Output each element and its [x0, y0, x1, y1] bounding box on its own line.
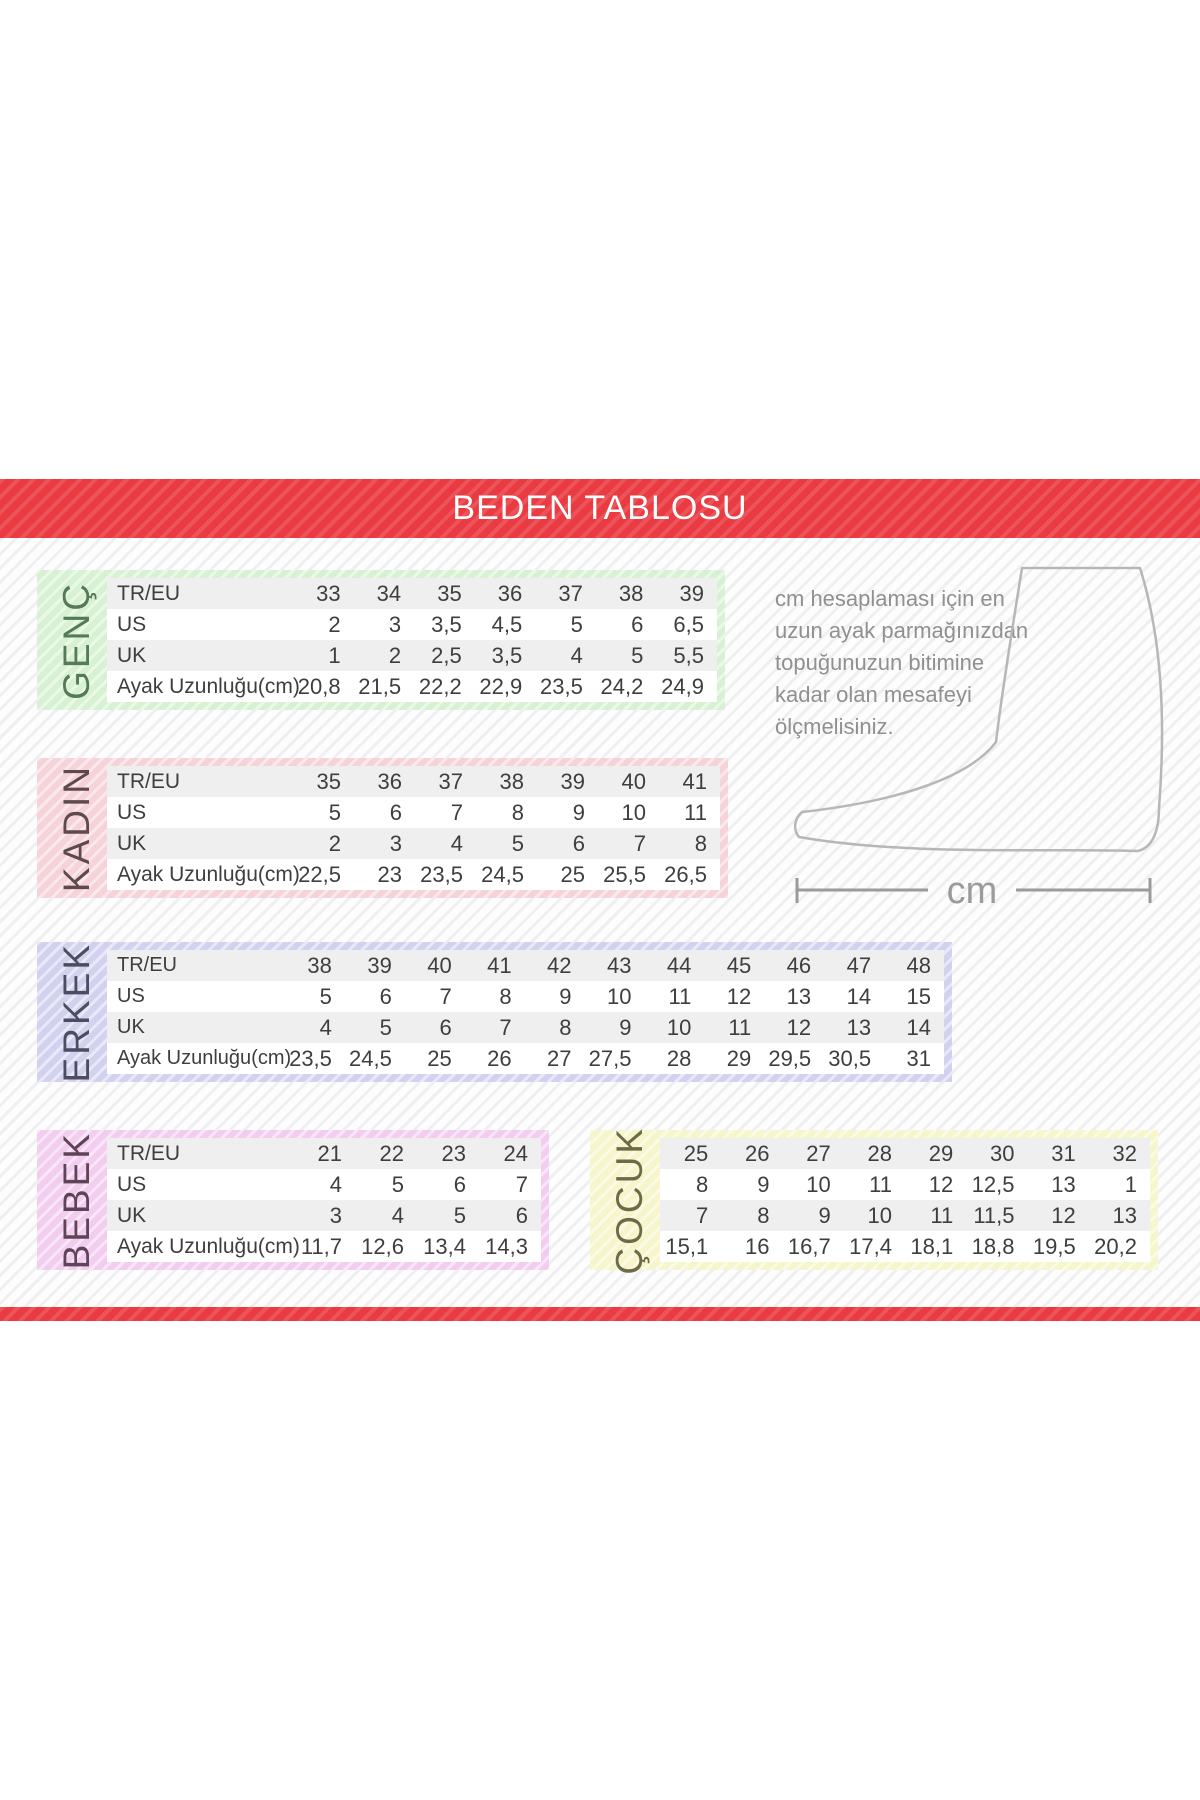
table-row — [107, 859, 720, 890]
size-value: 2,5 — [414, 640, 475, 671]
row-label: TR/EU — [107, 766, 293, 797]
size-value: 3,5 — [475, 640, 536, 671]
size-value: 10 — [585, 981, 645, 1012]
size-value: 20,8 — [293, 671, 354, 702]
table-row — [660, 1138, 1150, 1169]
size-value: 34 — [354, 578, 415, 609]
size-value: 16,7 — [783, 1231, 844, 1262]
row-label: US — [107, 981, 285, 1012]
table-row — [107, 766, 720, 797]
table-row — [107, 797, 720, 828]
size-value: 10 — [844, 1200, 905, 1231]
size-value: 21,5 — [354, 671, 415, 702]
size-value: 6 — [479, 1200, 541, 1231]
size-value: 25,5 — [598, 859, 659, 890]
size-value: 3 — [354, 609, 415, 640]
size-value: 4 — [535, 640, 596, 671]
row-label: TR/EU — [107, 950, 285, 981]
size-value: 18,1 — [905, 1231, 966, 1262]
size-value: 2 — [293, 828, 354, 859]
note-line: topuğunuzun bitimine — [775, 650, 985, 675]
size-value: 32 — [1089, 1138, 1150, 1169]
size-value: 9 — [537, 797, 598, 828]
size-value: 22,9 — [475, 671, 536, 702]
size-value: 5 — [476, 828, 537, 859]
size-value: 11 — [704, 1012, 764, 1043]
size-value: 12 — [905, 1169, 966, 1200]
row-label: UK — [107, 1012, 285, 1043]
size-value: 4,5 — [475, 609, 536, 640]
note-line: kadar olan mesafeyi — [775, 682, 972, 707]
size-value: 5 — [285, 981, 345, 1012]
size-value: 12,6 — [355, 1231, 417, 1262]
size-value: 28 — [844, 1138, 905, 1169]
size-value: 13 — [764, 981, 824, 1012]
size-value: 7 — [660, 1200, 721, 1231]
size-value: 11 — [905, 1200, 966, 1231]
size-value: 38 — [285, 950, 345, 981]
size-value: 27 — [783, 1138, 844, 1169]
size-value: 19,5 — [1028, 1231, 1089, 1262]
foot-illustration — [788, 556, 1173, 906]
size-value: 44 — [644, 950, 704, 981]
size-value: 3 — [293, 1200, 355, 1231]
size-value: 21 — [293, 1138, 355, 1169]
size-value: 5 — [417, 1200, 479, 1231]
row-label: US — [107, 609, 293, 640]
size-value: 8 — [465, 981, 525, 1012]
size-value: 13 — [1028, 1169, 1089, 1200]
table-row — [107, 950, 944, 981]
size-value: 45 — [704, 950, 764, 981]
size-value: 37 — [535, 578, 596, 609]
size-value: 7 — [465, 1012, 525, 1043]
table-genc — [37, 570, 725, 710]
size-value: 8 — [476, 797, 537, 828]
size-value: 40 — [598, 766, 659, 797]
size-value: 10 — [783, 1169, 844, 1200]
size-value: 23 — [354, 859, 415, 890]
size-value: 18,8 — [966, 1231, 1027, 1262]
size-value: 29,5 — [764, 1043, 824, 1074]
footer-red-stripe — [0, 1307, 1200, 1321]
table-row — [107, 609, 717, 640]
size-value: 30 — [966, 1138, 1027, 1169]
size-value: 9 — [525, 981, 585, 1012]
size-value: 5 — [535, 609, 596, 640]
table-row — [107, 671, 717, 702]
table-bebek-side-label: BEBEK — [55, 1130, 97, 1270]
size-value: 11,7 — [293, 1231, 355, 1262]
size-value: 10 — [644, 1012, 704, 1043]
table-cocuk-grid — [660, 1138, 1150, 1262]
size-value: 38 — [476, 766, 537, 797]
size-value: 6,5 — [656, 609, 717, 640]
size-value: 3,5 — [414, 609, 475, 640]
size-value: 23,5 — [415, 859, 476, 890]
size-value: 37 — [415, 766, 476, 797]
size-value: 28 — [644, 1043, 704, 1074]
row-label: Ayak Uzunluğu(cm) — [107, 1231, 293, 1262]
table-bebek-grid — [107, 1138, 541, 1262]
size-value: 48 — [884, 950, 944, 981]
size-value: 5 — [293, 797, 354, 828]
size-value: 8 — [660, 1169, 721, 1200]
size-value: 7 — [598, 828, 659, 859]
size-value: 43 — [585, 950, 645, 981]
table-kadin — [37, 758, 728, 898]
foot-outline-icon — [788, 556, 1173, 906]
size-value: 25 — [537, 859, 598, 890]
table-row — [107, 1138, 541, 1169]
size-value: 39 — [656, 578, 717, 609]
size-value: 23 — [417, 1138, 479, 1169]
size-value: 1 — [1089, 1169, 1150, 1200]
size-value: 2 — [293, 609, 354, 640]
size-value: 11 — [659, 797, 720, 828]
size-value: 14 — [884, 1012, 944, 1043]
table-kadin-grid — [107, 766, 720, 890]
size-value: 24 — [479, 1138, 541, 1169]
note-line: ölçmelisiniz. — [775, 714, 894, 739]
size-value: 13 — [1089, 1200, 1150, 1231]
row-label: Ayak Uzunluğu(cm) — [107, 859, 293, 890]
size-value: 31 — [1028, 1138, 1089, 1169]
size-value: 6 — [417, 1169, 479, 1200]
table-kadin-side-label: KADIN — [55, 763, 97, 893]
size-value: 23,5 — [535, 671, 596, 702]
size-value: 12 — [1028, 1200, 1089, 1231]
size-value: 13 — [824, 1012, 884, 1043]
size-value: 5 — [345, 1012, 405, 1043]
size-value: 25 — [405, 1043, 465, 1074]
size-value: 42 — [525, 950, 585, 981]
size-value: 15 — [884, 981, 944, 1012]
page-title: BEDEN TABLOSU — [452, 489, 748, 527]
table-row — [107, 981, 944, 1012]
size-value: 4 — [355, 1200, 417, 1231]
table-cocuk — [590, 1125, 1158, 1275]
table-row — [660, 1200, 1150, 1231]
size-value: 9 — [585, 1012, 645, 1043]
size-value: 7 — [479, 1169, 541, 1200]
size-value: 24,9 — [656, 671, 717, 702]
size-value: 4 — [415, 828, 476, 859]
size-value: 6 — [345, 981, 405, 1012]
size-value: 24,5 — [345, 1043, 405, 1074]
size-value: 23,5 — [285, 1043, 345, 1074]
size-value: 7 — [415, 797, 476, 828]
size-value: 41 — [659, 766, 720, 797]
size-value: 36 — [354, 766, 415, 797]
table-row — [107, 578, 717, 609]
size-value: 35 — [414, 578, 475, 609]
size-value: 11 — [844, 1169, 905, 1200]
size-value: 17,4 — [844, 1231, 905, 1262]
size-value: 6 — [354, 797, 415, 828]
note-line: cm hesaplaması için en — [775, 586, 1005, 611]
table-erkek-side-label: ERKEK — [55, 941, 97, 1083]
size-value: 39 — [537, 766, 598, 797]
size-value: 15,1 — [660, 1231, 721, 1262]
size-value: 5 — [596, 640, 657, 671]
size-value: 24,2 — [596, 671, 657, 702]
size-value: 2 — [354, 640, 415, 671]
size-value: 47 — [824, 950, 884, 981]
size-value: 6 — [596, 609, 657, 640]
size-value: 5,5 — [656, 640, 717, 671]
size-value: 24,5 — [476, 859, 537, 890]
size-value: 9 — [783, 1200, 844, 1231]
size-value: 10 — [598, 797, 659, 828]
size-value: 13,4 — [417, 1231, 479, 1262]
table-row — [660, 1231, 1150, 1262]
note-line: uzun ayak parmağınızdan — [775, 618, 1029, 643]
size-value: 8 — [721, 1200, 782, 1231]
table-bebek — [37, 1130, 549, 1270]
table-row — [107, 1012, 944, 1043]
size-value: 22,2 — [414, 671, 475, 702]
size-value: 14 — [824, 981, 884, 1012]
size-value: 35 — [293, 766, 354, 797]
table-row — [107, 1200, 541, 1231]
size-value: 22,5 — [293, 859, 354, 890]
size-value: 26 — [465, 1043, 525, 1074]
size-value: 20,2 — [1089, 1231, 1150, 1262]
size-value: 36 — [475, 578, 536, 609]
size-value: 16 — [721, 1231, 782, 1262]
size-value: 27 — [525, 1043, 585, 1074]
size-value: 3 — [354, 828, 415, 859]
size-value: 5 — [355, 1169, 417, 1200]
header-banner — [0, 479, 1200, 538]
size-value: 1 — [293, 640, 354, 671]
size-value: 12 — [764, 1012, 824, 1043]
size-value: 26,5 — [659, 859, 720, 890]
row-label: Ayak Uzunluğu(cm) — [107, 1043, 285, 1074]
size-value: 6 — [405, 1012, 465, 1043]
table-cocuk-side-label: ÇOCUK — [608, 1125, 650, 1275]
size-value: 11 — [644, 981, 704, 1012]
table-genc-side-label: GENÇ — [55, 580, 97, 700]
size-value: 29 — [905, 1138, 966, 1169]
row-label: UK — [107, 1200, 293, 1231]
size-value: 8 — [525, 1012, 585, 1043]
size-value: 46 — [764, 950, 824, 981]
row-label: TR/EU — [107, 578, 293, 609]
size-value: 6 — [537, 828, 598, 859]
size-value: 27,5 — [585, 1043, 645, 1074]
row-label: UK — [107, 640, 293, 671]
size-value: 26 — [721, 1138, 782, 1169]
table-row — [107, 640, 717, 671]
size-value: 39 — [345, 950, 405, 981]
table-row — [107, 1231, 541, 1262]
size-value: 4 — [285, 1012, 345, 1043]
row-label: TR/EU — [107, 1138, 293, 1169]
size-value: 12,5 — [966, 1169, 1027, 1200]
table-row — [660, 1169, 1150, 1200]
size-value: 38 — [596, 578, 657, 609]
size-value: 9 — [721, 1169, 782, 1200]
table-row — [107, 1169, 541, 1200]
size-value: 41 — [465, 950, 525, 981]
row-label: US — [107, 1169, 293, 1200]
size-value: 25 — [660, 1138, 721, 1169]
size-value: 12 — [704, 981, 764, 1012]
size-value: 4 — [293, 1169, 355, 1200]
size-value: 30,5 — [824, 1043, 884, 1074]
size-value: 8 — [659, 828, 720, 859]
size-value: 14,3 — [479, 1231, 541, 1262]
size-value: 31 — [884, 1043, 944, 1074]
size-value: 40 — [405, 950, 465, 981]
size-value: 7 — [405, 981, 465, 1012]
table-row — [107, 828, 720, 859]
table-row — [107, 1043, 944, 1074]
size-value: 22 — [355, 1138, 417, 1169]
table-genc-grid — [107, 578, 717, 702]
row-label: UK — [107, 828, 293, 859]
row-label: US — [107, 797, 293, 828]
cm-ruler-label: cm — [946, 870, 998, 906]
size-value: 11,5 — [966, 1200, 1027, 1231]
table-erkek — [37, 942, 952, 1082]
size-value: 33 — [293, 578, 354, 609]
table-erkek-grid — [107, 950, 944, 1074]
size-value: 29 — [704, 1043, 764, 1074]
row-label: Ayak Uzunluğu(cm) — [107, 671, 293, 702]
